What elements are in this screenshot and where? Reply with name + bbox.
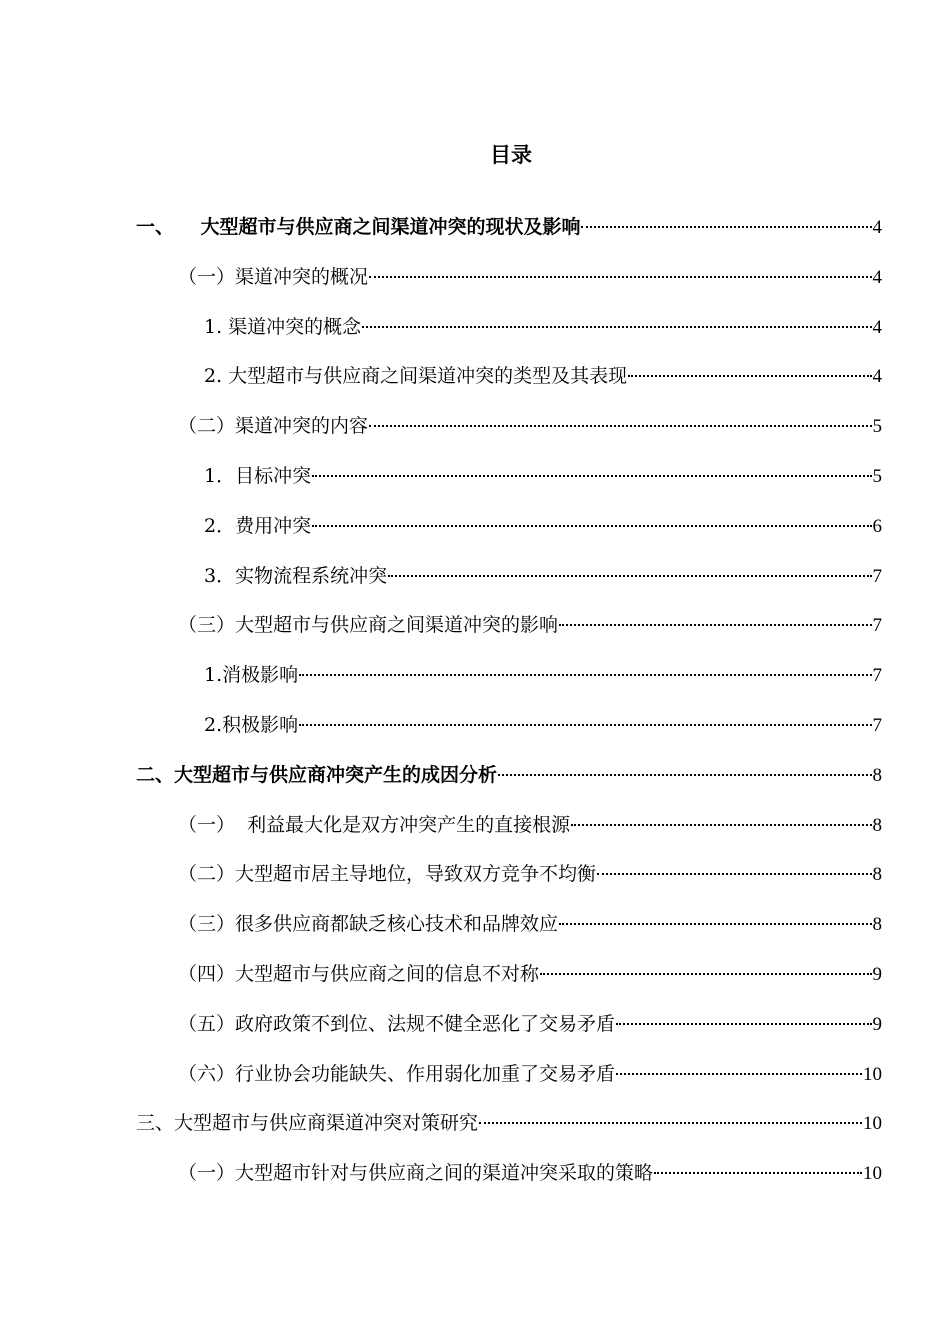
toc-entry[interactable] bbox=[178, 610, 882, 640]
toc-entry-text: （二）大型超市居主导地位，导致双方竞争不均衡 bbox=[178, 863, 597, 886]
toc-entry[interactable] bbox=[204, 461, 882, 491]
toc-entry-page-number: 10 bbox=[863, 1163, 882, 1185]
dot-leader bbox=[559, 624, 871, 626]
toc-entry-page-number: 8 bbox=[872, 914, 882, 936]
toc-entry-page-number: 4 bbox=[872, 266, 882, 288]
dot-leader bbox=[559, 923, 871, 925]
dot-leader bbox=[312, 475, 871, 477]
toc-entry-text: 二、大型超市与供应商冲突产生的成因分析 bbox=[136, 763, 498, 786]
toc-entry-text: 1.消极影响 bbox=[204, 664, 299, 687]
dot-leader bbox=[540, 973, 871, 975]
dot-leader bbox=[616, 1073, 862, 1075]
toc-entry-page-number: 4 bbox=[872, 217, 882, 238]
toc-title: 目录 bbox=[490, 143, 532, 167]
toc-entry-page-number: 8 bbox=[872, 814, 882, 836]
dot-leader bbox=[571, 824, 871, 826]
toc-entry[interactable] bbox=[204, 312, 882, 342]
toc-entry[interactable] bbox=[204, 710, 882, 740]
toc-entry[interactable] bbox=[178, 262, 882, 292]
toc-entry[interactable] bbox=[204, 361, 882, 391]
toc-entry[interactable] bbox=[178, 909, 882, 939]
toc-entry-text: （一）渠道冲突的概况 bbox=[178, 265, 369, 288]
toc-entry-text: （四）大型超市与供应商之间的信息不对称 bbox=[178, 963, 540, 985]
toc-entry[interactable] bbox=[178, 810, 882, 840]
toc-entry[interactable] bbox=[136, 760, 882, 790]
dot-leader bbox=[616, 1023, 871, 1025]
toc-entry-text: （六）行业协会功能缺失、作用弱化加重了交易矛盾 bbox=[178, 1062, 616, 1085]
dot-leader bbox=[299, 724, 871, 726]
toc-entry-page-number: 4 bbox=[872, 366, 882, 388]
toc-entry[interactable] bbox=[178, 859, 882, 889]
toc-entry-page-number: 7 bbox=[872, 715, 882, 736]
toc-entry-text: （五）政府政策不到位、法规不健全恶化了交易矛盾 bbox=[178, 1012, 616, 1035]
dot-leader bbox=[597, 873, 871, 875]
toc-entry-text: （二）渠道冲突的内容 bbox=[178, 415, 369, 438]
dot-leader bbox=[654, 1172, 862, 1174]
toc-entry-text: 2．费用冲突 bbox=[204, 514, 312, 537]
toc-entry-text: （一）大型超市针对与供应商之间的渠道冲突采取的策略 bbox=[178, 1162, 654, 1185]
toc-entry-page-number: 7 bbox=[872, 615, 882, 637]
toc-entry-text: 三、大型超市与供应商渠道冲突对策研究 bbox=[136, 1112, 479, 1135]
toc-entry[interactable] bbox=[136, 212, 882, 242]
toc-entry-page-number: 10 bbox=[863, 1113, 882, 1135]
toc-entry-page-number: 4 bbox=[872, 316, 882, 338]
toc-entry[interactable] bbox=[178, 411, 882, 441]
toc-entry-text: 2.积极影响 bbox=[204, 714, 299, 736]
toc-entry[interactable] bbox=[136, 1108, 882, 1138]
toc-entry-page-number: 10 bbox=[863, 1063, 882, 1085]
dot-leader bbox=[479, 1122, 862, 1124]
toc-entry-text: 1. 渠道冲突的概念 bbox=[204, 315, 362, 338]
toc-entry-page-number: 7 bbox=[872, 565, 882, 587]
toc-entry-text: （一） 利益最大化是双方冲突产生的直接根源 bbox=[178, 813, 571, 836]
dot-leader bbox=[628, 375, 871, 377]
dot-leader bbox=[299, 674, 871, 676]
toc-entry[interactable] bbox=[178, 959, 882, 989]
toc-entry[interactable] bbox=[204, 561, 882, 591]
toc-entry-page-number: 8 bbox=[872, 864, 882, 886]
toc-entry[interactable] bbox=[204, 511, 882, 541]
toc-entry-text: 1．目标冲突 bbox=[204, 465, 312, 487]
toc-entry[interactable] bbox=[178, 1059, 882, 1089]
toc-entry-text: 2. 大型超市与供应商之间渠道冲突的类型及其表现 bbox=[204, 365, 628, 388]
dot-leader bbox=[581, 226, 871, 228]
dot-leader bbox=[369, 425, 871, 427]
toc-entry-text: 一、 大型超市与供应商之间渠道冲突的现状及影响 bbox=[136, 216, 581, 238]
toc-entry-page-number: 8 bbox=[872, 764, 882, 786]
toc-entry-text: （三）很多供应商都缺乏核心技术和品牌效应 bbox=[178, 913, 559, 936]
toc-entry-page-number: 6 bbox=[872, 515, 882, 537]
toc-entry-page-number: 9 bbox=[872, 1013, 882, 1035]
dot-leader bbox=[362, 326, 871, 328]
toc-entry-page-number: 5 bbox=[872, 416, 882, 438]
toc-entry-text: （三）大型超市与供应商之间渠道冲突的影响 bbox=[178, 614, 559, 637]
toc-entry-page-number: 7 bbox=[872, 665, 882, 687]
dot-leader bbox=[498, 774, 871, 776]
dot-leader bbox=[369, 276, 871, 278]
toc-entry-text: 3．实物流程系统冲突 bbox=[204, 564, 388, 587]
toc-entry[interactable] bbox=[204, 660, 882, 690]
toc-entry[interactable] bbox=[178, 1158, 882, 1188]
toc-entry-page-number: 9 bbox=[872, 964, 882, 985]
dot-leader bbox=[312, 525, 871, 527]
toc-entry[interactable] bbox=[178, 1009, 882, 1039]
dot-leader bbox=[388, 575, 871, 577]
toc-entry-page-number: 5 bbox=[872, 466, 882, 487]
